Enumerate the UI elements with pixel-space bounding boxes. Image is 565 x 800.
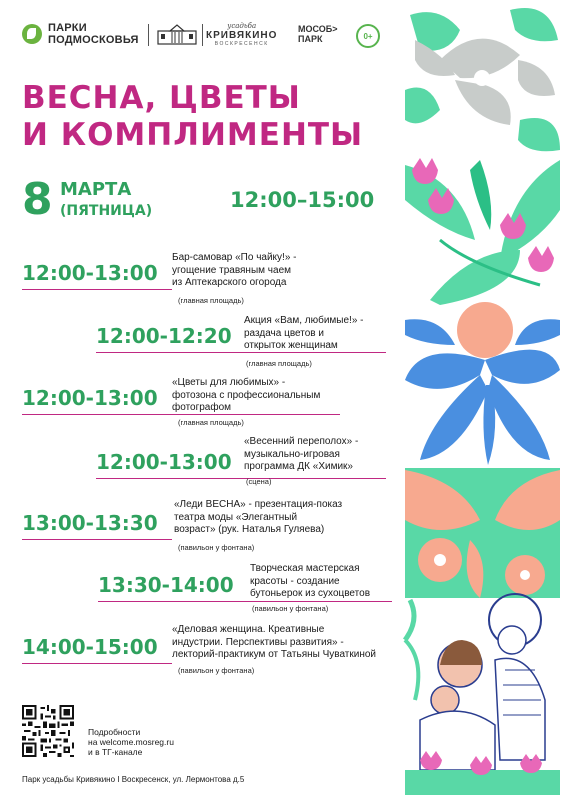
event-desc-line: Бар-самовар «По чайку!» - [172, 252, 297, 263]
event-time: 12:00-13:00 [22, 261, 158, 285]
event-desc-line: раздача цветов и [244, 327, 324, 339]
event-location: (павильон у фонтана) [178, 543, 255, 552]
event-desc-line: Акция «Вам, любимые!» - [244, 315, 364, 326]
date-weekday: (ПЯТНИЦА) [60, 203, 153, 219]
parks-logo [22, 22, 139, 46]
event-location: (главная площадь) [178, 418, 244, 427]
event-desc-line: программа ДК «Химик» [244, 461, 353, 472]
event-description [172, 252, 297, 290]
more-info-link[interactable]: на welcome.mosreg.ru [88, 737, 174, 747]
event-desc-line: открыток женщинам [244, 340, 338, 351]
estate-logo-name: КРИВЯКИНО [206, 30, 278, 41]
event-description [172, 624, 376, 662]
mosobl-park-logo [298, 24, 338, 44]
event-location: (главная площадь) [246, 359, 312, 368]
event-desc-line: «Леди ВЕСНА» - презентация-показ [174, 499, 343, 510]
event-time: 13:30-14:00 [98, 573, 234, 597]
event-time-range: 12:00–15:00 [230, 188, 375, 212]
event-underline [98, 601, 392, 602]
event-underline [22, 289, 172, 290]
event-description [250, 563, 370, 601]
leaf-icon [22, 24, 42, 44]
event-desc-line: бутоньерок из сухоцветов [250, 588, 371, 599]
event-desc-line: «Весенний переполох» - [244, 436, 359, 447]
event-description [244, 436, 358, 474]
event-desc-line: «Цветы для любимых» - [172, 377, 286, 388]
event-desc-line: угощение травяным чаем [172, 264, 292, 276]
event-desc-line: музыкально-игровая [244, 448, 340, 460]
date-day-number: 8 [22, 174, 53, 225]
event-desc-line: возраст» (рук. Наталья Гуляева) [174, 524, 325, 535]
floral-illustration [400, 0, 565, 800]
event-time: 14:00-15:00 [22, 635, 158, 659]
event-title-line1: ВЕСНА, ЦВЕТЫ [22, 80, 301, 116]
date-month: МАРТА [60, 179, 132, 200]
estate-logo [206, 22, 277, 47]
event-title-line2: И КОМПЛИМЕНТЫ [22, 117, 364, 153]
tulip-panel [405, 155, 560, 305]
parks-logo-line2: ПОДМОСКОВЬЯ [48, 34, 139, 46]
event-desc-line: фотозона с профессиональным [172, 389, 321, 401]
blue-daisy-panel [405, 302, 560, 465]
estate-logo-script: усадьба [227, 22, 257, 30]
mosob-line1: МОСОБ> [298, 24, 338, 34]
event-desc-line: красоты - создание [250, 575, 340, 587]
event-underline [22, 539, 172, 540]
women-illustration [405, 594, 560, 795]
event-desc-line: «Деловая женщина. Креативные [172, 624, 325, 635]
more-info-line3: и в ТГ-канале [88, 747, 143, 757]
event-desc-line: лекторий-практикум от Татьяны Чуваткиной [172, 649, 377, 660]
event-location: (павильон у фонтана) [178, 666, 255, 675]
event-location: (главная площадь) [178, 296, 244, 305]
event-desc-line: индустрии. Перспективы развития» - [172, 636, 344, 648]
event-location: (павильон у фонтана) [252, 604, 329, 613]
event-time: 12:00-12:20 [96, 324, 232, 348]
mosob-line2: ПАРК [298, 34, 323, 44]
qr-code[interactable] [22, 705, 74, 757]
event-underline [22, 663, 172, 664]
more-info-line1: Подробности [88, 727, 141, 737]
logo-divider [202, 24, 203, 46]
event-title [22, 80, 363, 154]
gray-flower-panel [405, 5, 560, 153]
event-desc-line: театра моды «Элегантный [174, 511, 298, 523]
age-rating-badge: 0+ [356, 24, 380, 48]
event-time: 12:00-13:00 [96, 450, 232, 474]
event-underline [96, 478, 386, 479]
event-time: 12:00-13:00 [22, 386, 158, 410]
estate-building-icon [156, 22, 198, 46]
more-info [88, 727, 174, 757]
event-description [174, 499, 342, 537]
peach-flower-panel [405, 468, 560, 598]
parks-logo-line1: ПАРКИ [48, 22, 87, 34]
event-time: 13:00-13:30 [22, 511, 158, 535]
logo-divider [148, 24, 149, 46]
event-description [172, 377, 320, 415]
event-desc-line: фотографом [172, 402, 232, 413]
event-description [244, 315, 364, 353]
estate-logo-city: ВОСКРЕСЕНСК [214, 41, 269, 47]
venue-address: Парк усадьбы Кривякино I Воскресенск, ул. Лермонтова д.5 [22, 775, 245, 784]
event-desc-line: Творческая мастерская [250, 563, 360, 574]
event-desc-line: из Аптекарского огорода [172, 277, 287, 288]
event-location: (сцена) [246, 477, 272, 486]
